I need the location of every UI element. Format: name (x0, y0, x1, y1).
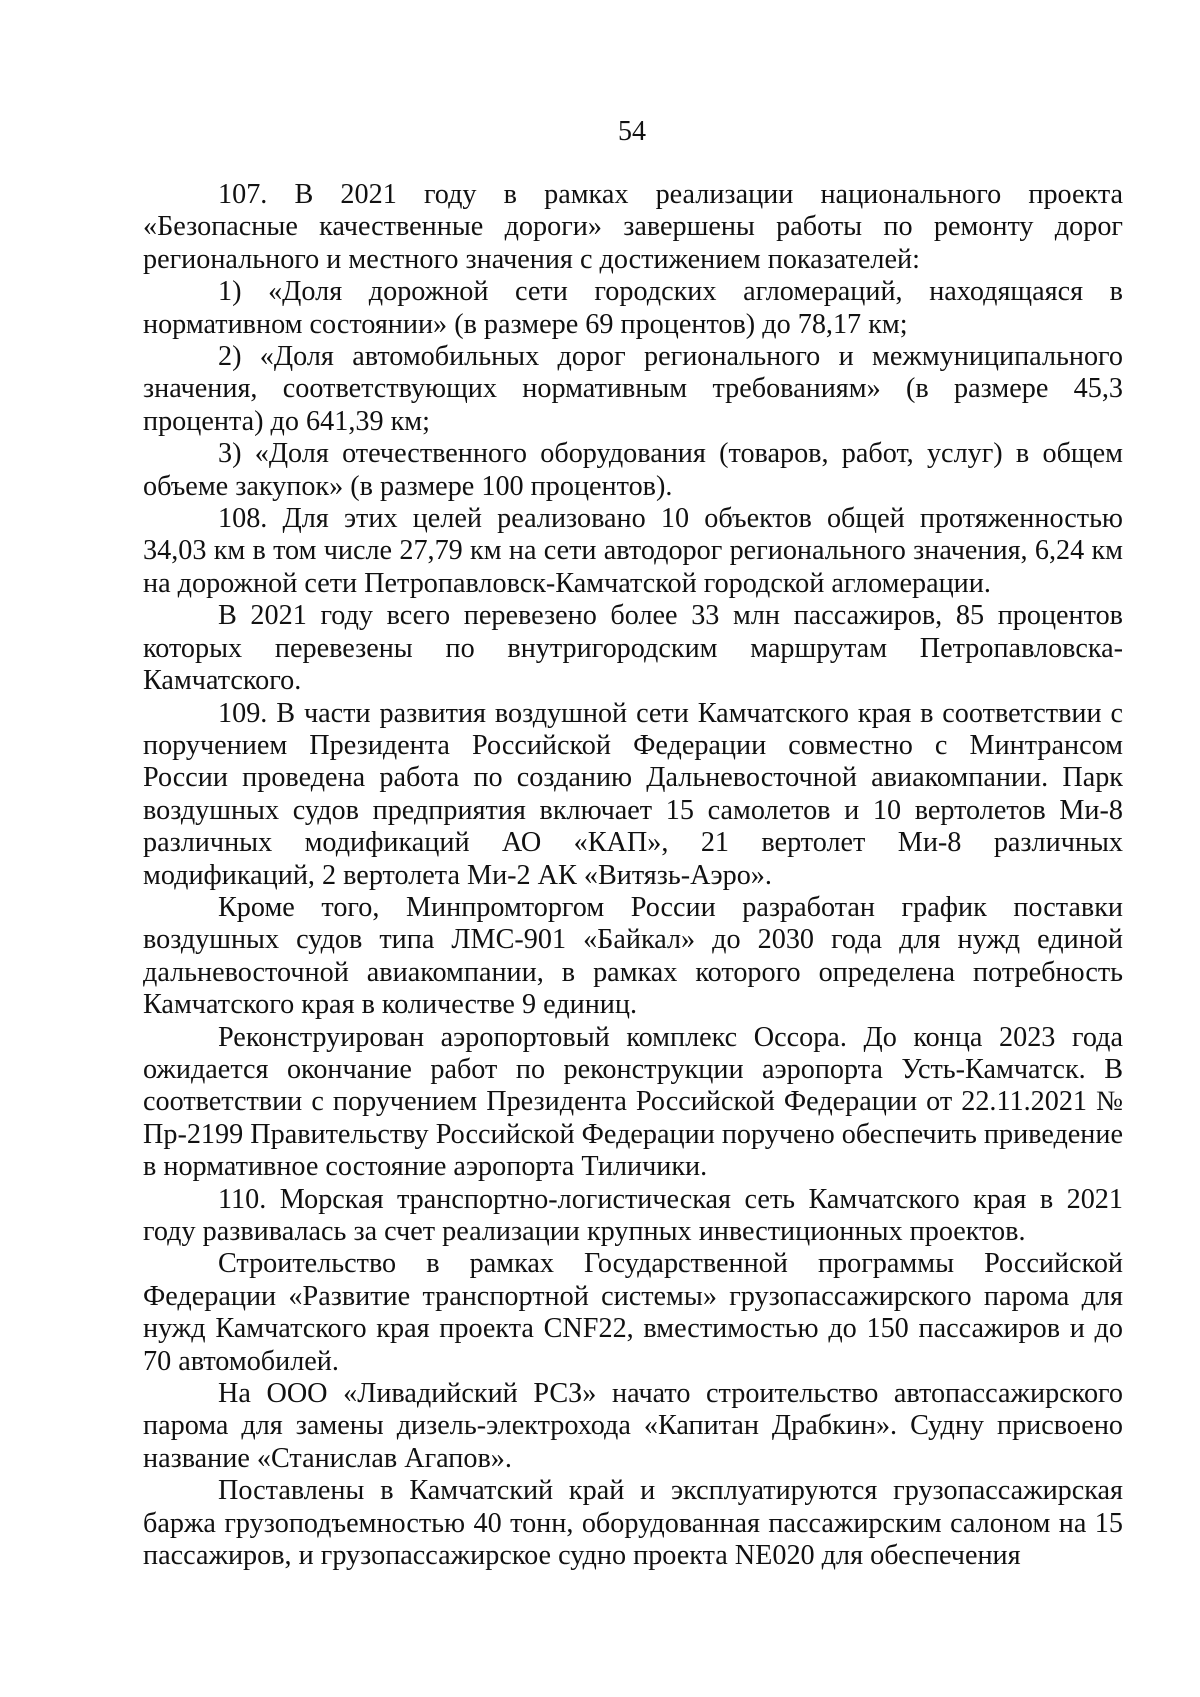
paragraph-ferry-construction: Строительство в рамках Государственной программы Российской Федерации «Развитие транспортной системы» грузопассажирского парома для нужд Камчатского края проекта CNF22, вместимостью до 150 пассажиров и до 70 автомобилей. (143, 1248, 1123, 1377)
paragraph-barge-delivery: Поставлены в Камчатский край и эксплуатируются грузопассажирская баржа грузоподъемностью 40 тонн, оборудованная пассажирским салоном на 15 пассажиров, и грузопассажирское судно проекта NE020 для обеспечения (143, 1475, 1123, 1572)
paragraph-107-intro: 107. В 2021 году в рамках реализации национального проекта «Безопасные качественные дороги» завершены работы по ремонту дорог регионального и местного значения с достижением показателей: (143, 179, 1123, 275)
paragraph-passengers: В 2021 году всего перевезено более 33 млн пассажиров, 85 процентов которых перевезены по внутригородским маршрутам Петропавловска-Камчатского. (143, 600, 1123, 697)
paragraph-livadia-shipyard: На ООО «Ливадийский РСЗ» начато строительство автопассажирского парома для замены дизель-электрохода «Капитан Драбкин». Судну присвоено название «Станислав Агапов». (143, 1378, 1123, 1474)
paragraph-list-item-2: 2) «Доля автомобильных дорог регионального и межмуниципального значения, соответствующих нормативным требованиям» (в размере 45,3 процента) до 641,39 км; (143, 341, 1123, 437)
paragraph-airports: Реконструирован аэропортовый комплекс Оссора. До конца 2023 года ожидается окончание работ по реконструкции аэропорта Усть-Камчатск. В соответствии с поручением Президента Российской Федерации от 22.11.2021 № Пр-2199 Правительству Российской Федерации поручено обеспечить приведение в нормативное состояние аэропорта Тиличики. (143, 1021, 1123, 1183)
page-number: 54 (618, 116, 646, 147)
document-body (143, 179, 1123, 1572)
paragraph-109: 109. В части развития воздушной сети Камчатского края в соответствии с поручением Президента Российской Федерации совместно с Минтрансом России проведена работа по созданию Дальневосточной авиакомпании. Парк воздушных судов предприятия включает 15 самолетов и 10 вертолетов Ми-8 различных модификаций АО «КАП», 21 вертолет Ми-8 различных модификаций, 2 вертолета Ми-2 АК «Витязь-Аэро». (143, 697, 1123, 891)
paragraph-list-item-3: 3) «Доля отечественного оборудования (товаров, работ, услуг) в общем объеме закупок» (в размере 100 процентов). (143, 438, 1123, 502)
paragraph-110: 110. Морская транспортно-логистическая сеть Камчатского края в 2021 году развивалась за счет реализации крупных инвестиционных проектов. (143, 1183, 1123, 1247)
paragraph-list-item-1: 1) «Доля дорожной сети городских агломераций, находящаяся в нормативном состоянии» (в размере 69 процентов) до 78,17 км; (143, 276, 1123, 340)
paragraph-aircraft-supply: Кроме того, Минпромторгом России разработан график поставки воздушных судов типа ЛМС-901 «Байкал» до 2030 года для нужд единой дальневосточной авиакомпании, в рамках которого определена потребность Камчатского края в количестве 9 единиц. (143, 891, 1123, 1021)
paragraph-108: 108. Для этих целей реализовано 10 объектов общей протяженностью 34,03 км в том числе 27,79 км на сети автодорог регионального значения, 6,24 км на дорожной сети Петропавловск-Камчатской городской агломерации. (143, 503, 1123, 599)
